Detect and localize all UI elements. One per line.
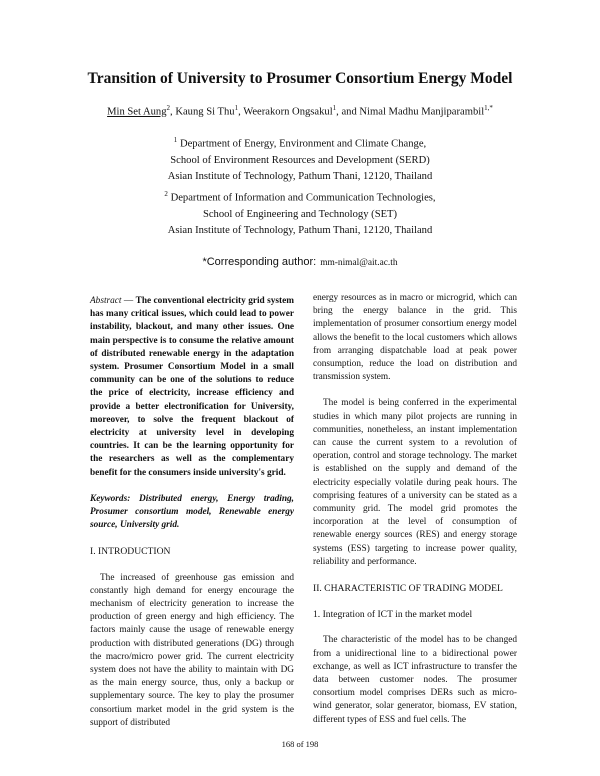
body-line: technology. The market is established on the <box>313 451 517 475</box>
affil-mark: 2 <box>164 190 168 198</box>
body-paragraph <box>313 292 517 384</box>
abstract-line: blackout of electricity at university level in <box>90 414 294 439</box>
keywords-line: source, University grid. <box>90 520 180 531</box>
body-line: can bring the energy balance in the grid. This <box>313 293 517 317</box>
affil-line: Department of Energy, Environment and Climate Change, <box>179 138 427 150</box>
intro-line: production of green energy and high efficiency. <box>90 612 276 623</box>
body-line: implementation can cause the current system to a <box>313 424 518 449</box>
intro-line: to maintain with DG as the main energy source, <box>90 665 294 689</box>
subsection-heading-ict: 1. Integration of ICT in the market model <box>313 609 473 621</box>
left-column <box>90 295 294 730</box>
author-affil-mark: 1 <box>332 104 337 112</box>
intro-line: (DG) through the macro/micro power grid. The <box>90 638 294 662</box>
intro-line: energy production with distributed generations <box>90 625 294 649</box>
author-name: Nimal Madhu Manjiparambil <box>359 106 485 118</box>
right-column <box>313 292 517 727</box>
intro-line: The increased of greenhouse gas emission and <box>100 572 294 583</box>
abstract-line: to power instability, blackout, and many other <box>90 309 294 333</box>
section-heading-characteristic: II. CHARACTERISTIC OF TRADING MODEL <box>313 583 503 595</box>
abstract <box>90 295 294 480</box>
body-line: to increase power quality, reliability and <box>313 543 517 567</box>
affil-line: School of Engineering and Technology (SET) <box>202 208 398 220</box>
body-paragraph <box>313 634 517 726</box>
corresponding-author <box>0 252 600 270</box>
author-affil-mark: 1 <box>234 104 239 112</box>
paper-title: Transition of University to Prosumer Consortium Energy Model <box>87 70 513 87</box>
abstract-line: solutions to reduce the price of electricity, increase <box>90 375 294 399</box>
intro-line: thus, only a backup or supplementary source. The <box>90 678 295 702</box>
author-conjunction: and <box>341 106 357 118</box>
body-line: supply and demand of the electricity especially <box>313 464 518 488</box>
body-line: level of consumption of renewable energy sources <box>313 517 517 541</box>
body-line: volatile during peak hours. The comprising features <box>313 477 517 501</box>
section-heading-introduction: I. INTRODUCTION <box>90 546 171 558</box>
keywords-line: Distributed energy, Energy trading, <box>139 493 294 504</box>
body-line: The model is being conferred in the experimental <box>323 398 517 409</box>
intro-line: The factors mainly cause the usage of renewable <box>90 612 295 636</box>
affil-line: School of Environment Resources and Development (SERD) <box>170 154 430 166</box>
abstract-line: university's grid. <box>218 467 286 478</box>
body-paragraph <box>313 397 517 569</box>
keywords-label: Keywords: <box>90 493 131 504</box>
body-line: implementation of prosumer consortium energy <box>313 319 492 330</box>
affiliation-1 <box>0 132 600 185</box>
body-line: from a unidirectional line to a bidirectional power <box>313 648 517 659</box>
body-line: distribution and transmission system. <box>313 359 517 383</box>
abstract-line: efficiency and provide a better electronification <box>90 388 294 412</box>
author-name: Kaung Si Thu <box>175 106 235 118</box>
abstract-line: The conventional electricity grid <box>135 296 265 306</box>
body-line: which allows from arranging dispatchable load at <box>313 332 517 356</box>
body-line: energy resources as in macro or microgrid, which <box>313 293 502 303</box>
affiliation-2 <box>0 186 600 239</box>
intro-line: current electricity system does not have the ability <box>90 651 294 676</box>
abstract-line: relative amount of distributed renewable energy <box>90 335 294 359</box>
affil-mark: 1 <box>173 136 178 144</box>
body-line: peak power consumption, reduce the load on <box>313 345 518 370</box>
body-line: revolution of operation, control and storage <box>313 438 517 462</box>
intro-line: constantly high demand for energy encourage the <box>90 585 294 596</box>
abstract-line: in the adaptation system. Prosumer Consortium <box>90 348 294 373</box>
abstract-line: for University, moreover, to solve the frequent <box>90 401 295 425</box>
intro-line: in the grid system is the support of distributed <box>90 704 294 728</box>
affil-line: Asian Institute of Technology, Pathum Thani, 12120, Thailand <box>167 224 433 236</box>
keywords-line: Prosumer consortium model, Renewable energy <box>90 507 294 518</box>
body-line: consortium model comprises DERs such as micro- <box>313 688 517 699</box>
abstract-line: opportunity for the researchers as well as the <box>90 441 294 465</box>
body-line: model allows the benefit to the local customers <box>313 319 517 343</box>
body-line: performance. <box>367 556 417 567</box>
keywords <box>90 493 294 533</box>
author-affil-mark: 2 <box>166 104 171 112</box>
body-line: station, different types of ESS and fuel cells. The <box>313 701 517 725</box>
affil-line: Asian Institute of Technology, Pathum Thani, 12120, Thailand <box>167 170 433 182</box>
body-line: (RES) and energy storage systems (ESS) targeting <box>313 530 517 554</box>
abstract-line: Model in a small community can be one of the <box>90 362 294 386</box>
abstract-label: Abstract <box>90 296 122 306</box>
body-line: exchange, as well as ICT infrastructure to transfer <box>313 661 503 672</box>
abstract-line: system has many critical issues, which could lead <box>90 296 295 320</box>
abstract-line: complementary benefit for the consumers inside <box>90 454 294 478</box>
author-name: Min Set Aung <box>107 106 167 118</box>
body-line: The characteristic of the model has to be changed <box>323 635 517 646</box>
body-line: studies in which many pilot projects are running in <box>313 411 517 422</box>
body-line: communities, nonetheless, an instant <box>313 424 455 435</box>
corresponding-email: mm-nimal@ait.ac.th <box>320 258 398 268</box>
body-line: wind generator, solar generator, biomass, EV <box>313 701 487 712</box>
body-line: the data between customer nodes. The prosumer <box>313 661 517 686</box>
author-list: Min Set Aung$^2$, Kaung Si Thu$^1$, Weerakorn Ongsakul$^1$, and Nimal Madhu Manjiparambil$^{1,*}$ <box>107 104 493 118</box>
affil-line: Department of Information and Communication Technologies, <box>170 192 436 204</box>
abstract-line: issues. One main perspective is to consume the <box>90 322 294 346</box>
abstract-dash: — <box>121 296 136 306</box>
author-name: Weerakorn Ongsakul <box>243 106 333 118</box>
body-line: The model grid promotes the incorporation at the <box>313 504 517 528</box>
intro-paragraph <box>90 572 294 730</box>
body-line: of a university can be stated as a community grid. <box>313 490 518 515</box>
page-number: 168 of 198 <box>281 739 319 749</box>
intro-line: mechanism of electricity generation to increase the <box>90 599 294 610</box>
intro-line: key to play the prosumer consortium market model <box>90 691 294 715</box>
corresponding-label: *Corresponding author: <box>202 256 317 268</box>
author-affil-mark: 1,* <box>484 104 493 112</box>
abstract-line: developing countries. It can be the learning <box>90 428 295 452</box>
